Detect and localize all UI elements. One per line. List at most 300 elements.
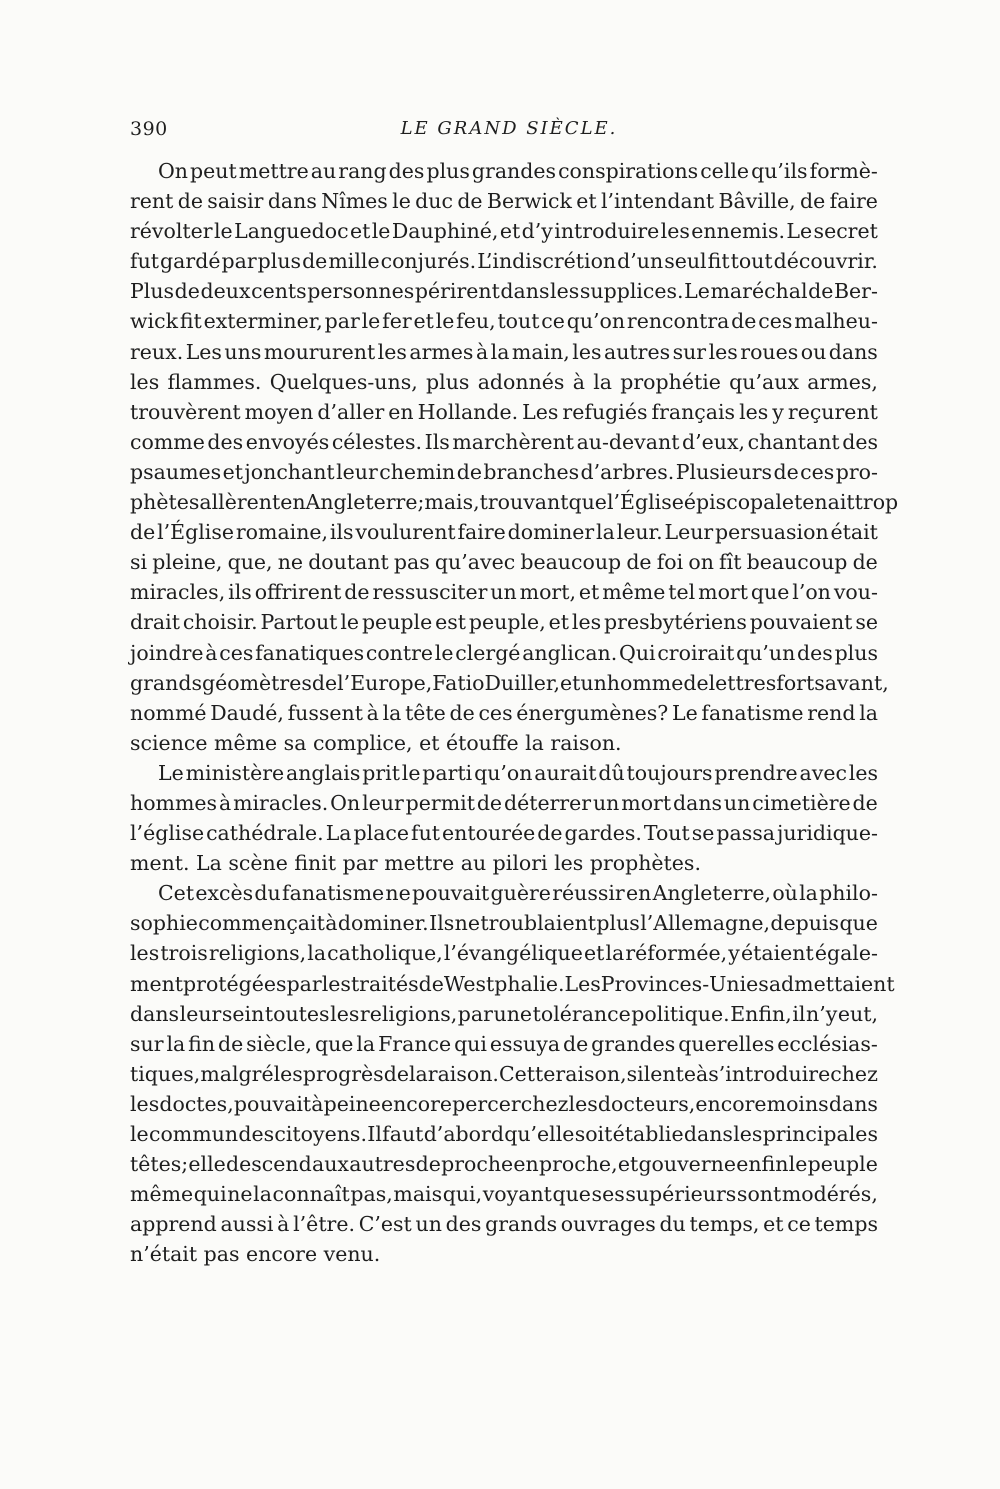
word: la [253, 1182, 272, 1207]
word: phètes [130, 490, 200, 515]
word: adonnés [477, 369, 565, 394]
word: excès [195, 881, 254, 906]
word: l’on [792, 580, 831, 605]
word: ou [800, 339, 827, 364]
word: et [222, 459, 243, 484]
word: branches [483, 459, 580, 484]
text-line [130, 487, 899, 517]
word: des [238, 1122, 275, 1146]
text-line [130, 337, 878, 367]
word: ces [478, 700, 513, 725]
word: la [490, 339, 510, 364]
word: modérés, [781, 1182, 878, 1207]
word: mille [328, 249, 380, 274]
word: Les [564, 971, 601, 996]
word: dans [683, 1122, 733, 1146]
word: d’eux, [682, 429, 746, 454]
text-line [130, 878, 878, 908]
word: de [418, 971, 444, 996]
word: psaumes [130, 459, 222, 484]
word: encore [380, 1091, 453, 1116]
word: la [799, 881, 818, 906]
word: ne [454, 911, 481, 936]
word: admettaient [768, 971, 895, 996]
word: Les [185, 339, 222, 364]
word: français [651, 399, 736, 424]
word: leur. [616, 520, 663, 545]
word: les [572, 339, 602, 364]
text-line [130, 306, 878, 336]
word: conspirations [558, 159, 699, 183]
word: dominer [507, 520, 595, 545]
word: moyen [244, 399, 314, 424]
word: de [174, 279, 200, 304]
word: fort [776, 670, 815, 695]
word: dominer. [337, 911, 429, 936]
word: tel [668, 580, 696, 605]
text-line: ment. La scène finit par mettre au pilori les prophètes. [130, 851, 701, 876]
word: de [383, 1061, 409, 1086]
word: Le [786, 219, 813, 244]
text-line: science même sa complice, et étouffe la raison. [130, 730, 622, 755]
word: des [842, 429, 878, 454]
word: de [457, 189, 483, 214]
word: ils [329, 520, 354, 545]
word: ressusciter [372, 580, 488, 605]
word: hommes [130, 790, 218, 815]
word: têtes; [130, 1152, 189, 1177]
word: qui [193, 1182, 227, 1207]
word: apprend [130, 1212, 217, 1237]
word: commun [148, 1122, 239, 1146]
word: et [499, 219, 521, 244]
word: sur [672, 339, 707, 364]
word: tout [497, 309, 540, 334]
word: de [731, 309, 757, 334]
word: on [688, 550, 714, 575]
word: avec [799, 760, 847, 785]
word: les [130, 1091, 160, 1116]
word: supplices. [579, 279, 684, 304]
word: les [550, 279, 580, 304]
word: grandes [591, 1031, 676, 1056]
word: seul [664, 249, 707, 274]
word: traités [350, 971, 419, 996]
word: pouvait [412, 881, 490, 906]
word: les [733, 1122, 763, 1146]
word: les [130, 941, 160, 966]
word: fer [382, 309, 412, 334]
text-line [130, 367, 878, 397]
word: d’arbres. [580, 459, 675, 484]
word: Nîmes [321, 189, 388, 214]
word: lettres [708, 670, 777, 695]
word: enfin [736, 1152, 789, 1177]
word: qu’on [566, 309, 626, 334]
word: ne [385, 881, 411, 906]
word: passa [716, 821, 775, 846]
word: à [325, 911, 338, 936]
word: si [626, 1061, 644, 1086]
word: Angleterre; [305, 490, 425, 515]
word: la [859, 700, 878, 725]
word: nommé [130, 700, 207, 725]
word: Bâville, [718, 189, 796, 214]
word: anglais [285, 760, 361, 785]
text-line [130, 638, 878, 668]
word: conjurés. [380, 249, 477, 274]
word: même [130, 1182, 194, 1207]
text-line [130, 276, 878, 306]
word: siècle, [246, 1031, 313, 1056]
word: grands [485, 1212, 558, 1237]
word: armes, [807, 369, 878, 394]
word: qu’aux [729, 369, 799, 394]
word: persuasion [715, 520, 829, 545]
word: malheu- [794, 309, 878, 334]
word: encore [695, 1091, 767, 1116]
word: par [286, 971, 322, 996]
word: comme [130, 429, 205, 454]
word: de [302, 249, 328, 274]
word: Dauphiné, [391, 219, 499, 244]
word: reçurent [787, 399, 878, 424]
word: la [605, 941, 625, 966]
word: périrent [414, 279, 500, 304]
word: de [626, 550, 652, 575]
word: peut [190, 159, 237, 183]
word: leur [336, 459, 378, 484]
word: et [413, 309, 434, 334]
word: en [513, 1152, 539, 1177]
word: à [277, 1212, 290, 1237]
word: feu, [456, 309, 496, 334]
text-line [130, 668, 889, 698]
word: et [349, 219, 371, 244]
word: progrès [302, 1061, 384, 1086]
word: les [330, 1001, 360, 1026]
word: choisir. [182, 610, 258, 635]
word: la [596, 520, 615, 545]
word: ecclésias- [777, 1031, 878, 1056]
text-line [130, 788, 878, 818]
word: ces [758, 309, 793, 334]
word: que [839, 911, 878, 936]
word: les [571, 610, 602, 635]
word: géomètres [202, 670, 312, 695]
word: fut [411, 821, 441, 846]
word: soit [574, 1122, 613, 1146]
word: faire [457, 520, 506, 545]
word: miracles, [130, 580, 226, 605]
text-line [130, 1149, 878, 1179]
word: temps, [689, 1212, 760, 1237]
word: le [435, 309, 455, 334]
word: l’Allemagne, [640, 911, 770, 936]
word: dans [828, 1091, 878, 1116]
word: fît [719, 550, 742, 575]
word: cathédrale. [206, 821, 324, 846]
word: d’un [617, 249, 664, 274]
word: autres [603, 339, 671, 364]
word: Cet [158, 881, 195, 906]
word: homme [606, 670, 684, 695]
word: toujours [626, 760, 713, 785]
word: à [695, 1061, 709, 1086]
word: dû [598, 760, 625, 785]
word: joindre [130, 640, 204, 665]
word: trouvèrent [130, 399, 241, 424]
word: la [382, 700, 402, 725]
word: uns [224, 339, 262, 364]
word: fanatiques [255, 640, 365, 665]
word: leur [362, 790, 404, 815]
word: qu’un [736, 640, 796, 665]
word: où [772, 881, 798, 906]
word: raison, [555, 1061, 627, 1086]
word: Le [671, 700, 698, 725]
word: mort [621, 790, 672, 815]
word: de [177, 189, 203, 214]
word: l’Église [606, 490, 684, 515]
word: croirait [657, 640, 735, 665]
word: de [415, 1152, 441, 1177]
word: rang [338, 159, 387, 183]
running-head [130, 118, 878, 148]
word: entourée [442, 821, 536, 846]
word: épiscopale [683, 490, 795, 515]
word: catholique, [327, 941, 443, 966]
word: les [568, 1091, 598, 1116]
word: de [130, 520, 156, 545]
paragraph [130, 758, 878, 878]
word: de [773, 459, 799, 484]
word: proche [441, 1152, 514, 1177]
word: doctes, [159, 1091, 234, 1116]
word: le [392, 189, 411, 214]
word: saisir [207, 189, 264, 214]
word: fin [188, 1031, 216, 1056]
word: Le [158, 760, 184, 785]
word: à [218, 790, 232, 815]
word: On [330, 790, 361, 815]
text-line [130, 1059, 878, 1089]
text-line: n’était pas encore venu. [130, 1242, 381, 1267]
word: anglican. [522, 640, 618, 665]
word: Plus [130, 279, 175, 304]
word: guère [490, 881, 551, 906]
word: clergé [455, 640, 521, 665]
word: fit [179, 309, 202, 334]
word: moururent [263, 339, 376, 364]
word: Daudé, [210, 700, 284, 725]
text-line [130, 1179, 878, 1209]
word: presbytériens [604, 610, 747, 635]
word: voulurent [355, 520, 456, 545]
word: envoyés [245, 429, 330, 454]
word: mais [393, 1182, 443, 1207]
text-line [130, 397, 878, 427]
text-line [130, 938, 878, 968]
word: raison. [427, 1061, 499, 1086]
word: y [728, 941, 740, 966]
word: religions, [359, 1001, 458, 1026]
word: que [314, 1031, 354, 1056]
word: plus [426, 369, 470, 394]
word: pleine, [152, 550, 223, 575]
text-line [130, 156, 878, 186]
word: grandes [471, 159, 557, 183]
text-line [130, 1209, 878, 1239]
word: des [388, 159, 425, 183]
word: permit [405, 790, 475, 815]
word: roues [740, 339, 799, 364]
word: mort, [519, 580, 576, 605]
word: Tout [643, 821, 690, 846]
word: chantant [747, 429, 840, 454]
word: voyant [482, 1182, 552, 1207]
word: les [321, 971, 351, 996]
word: s’introduire [708, 1061, 831, 1086]
word: le [401, 760, 421, 785]
word: politique. [631, 1001, 730, 1026]
word: de [808, 279, 834, 304]
word: que [568, 490, 607, 515]
word: un [580, 670, 607, 695]
word: Westphalie. [443, 971, 565, 996]
word: religions, [208, 941, 307, 966]
word: ils [228, 580, 252, 605]
word: sein [221, 1001, 265, 1026]
word: doutant [308, 550, 389, 575]
word: et [576, 189, 597, 214]
word: de [852, 550, 878, 575]
word: de [683, 670, 709, 695]
word: les [848, 760, 878, 785]
word: plus [596, 911, 640, 936]
word: par [221, 249, 257, 274]
word: peuple, [468, 610, 546, 635]
word: proche, [538, 1152, 618, 1177]
word: dans [130, 1001, 180, 1026]
word: des [797, 640, 833, 665]
word: ces [800, 459, 835, 484]
word: l’église [130, 821, 205, 846]
word: ces [219, 640, 254, 665]
page-number: 390 [130, 118, 168, 140]
word: Partout [260, 610, 338, 635]
word: révolter [130, 219, 213, 244]
word: citoyens. [274, 1122, 367, 1146]
word: la [593, 369, 612, 394]
word: qu’avec [434, 550, 516, 575]
word: la [307, 941, 327, 966]
word: main, [511, 339, 570, 364]
word: Provinces-Unies [600, 971, 769, 996]
text-line [130, 457, 878, 487]
word: moins [766, 1091, 829, 1116]
word: de [311, 670, 338, 695]
word: tout [730, 249, 773, 274]
word: aux [311, 1152, 349, 1177]
word: ce [541, 309, 565, 334]
word: et [548, 610, 569, 635]
word: à [572, 369, 585, 394]
word: réussir [552, 881, 625, 906]
text-line [130, 427, 878, 457]
word: pouvaient [749, 610, 853, 635]
word: le [340, 610, 360, 635]
word: que [750, 580, 790, 605]
word: personnes [307, 279, 415, 304]
word: mettre [238, 159, 309, 183]
word: foi [656, 550, 684, 575]
word: une [493, 1001, 533, 1026]
word: Hollande. [417, 399, 519, 424]
word: La [325, 821, 352, 846]
word: par [324, 309, 360, 334]
word: se [691, 821, 715, 846]
word: au-devant [576, 429, 680, 454]
word: que, [227, 550, 273, 575]
word: mort [698, 580, 748, 605]
word: supérieurs [625, 1182, 737, 1207]
word: secret [813, 219, 878, 244]
word: énergumènes? [516, 700, 669, 725]
word: drait [130, 610, 180, 635]
word: à [475, 339, 489, 364]
word: France [378, 1031, 452, 1056]
word: Plusieurs [675, 459, 773, 484]
word: qu’elle [504, 1122, 575, 1146]
word: les [708, 339, 738, 364]
word: philo- [819, 881, 878, 906]
running-title: LE GRAND SIÈCLE. [400, 118, 618, 139]
word: Il [367, 1122, 382, 1146]
word: et [763, 1212, 784, 1237]
text-line [130, 818, 878, 848]
word: la [408, 1061, 428, 1086]
word: et [578, 580, 600, 605]
word: le [371, 219, 391, 244]
word: peuple [807, 1152, 878, 1177]
word: fanatisme [282, 881, 385, 906]
word: Les [522, 399, 559, 424]
word: de [476, 790, 503, 815]
word: de [800, 189, 826, 214]
word: allèrent [199, 490, 281, 515]
word: Enfin, [730, 1001, 792, 1026]
word: protégées [183, 971, 287, 996]
word: les [130, 369, 160, 394]
word: cents [251, 279, 307, 304]
word: beaucoup [746, 550, 848, 575]
word: Berwick [486, 189, 572, 214]
word: du [254, 881, 281, 906]
text-line [130, 698, 878, 728]
word: ouvrages [560, 1212, 656, 1237]
word: savant, [814, 670, 889, 695]
word: eut, [837, 1001, 878, 1026]
word: de [562, 1031, 589, 1056]
word: pro- [835, 459, 878, 484]
word: fanatisme [701, 700, 804, 725]
word: chez [830, 1061, 878, 1086]
word: C’est [358, 1212, 412, 1237]
word: elle [188, 1152, 226, 1177]
word: de [449, 700, 475, 725]
word: un [592, 790, 620, 815]
